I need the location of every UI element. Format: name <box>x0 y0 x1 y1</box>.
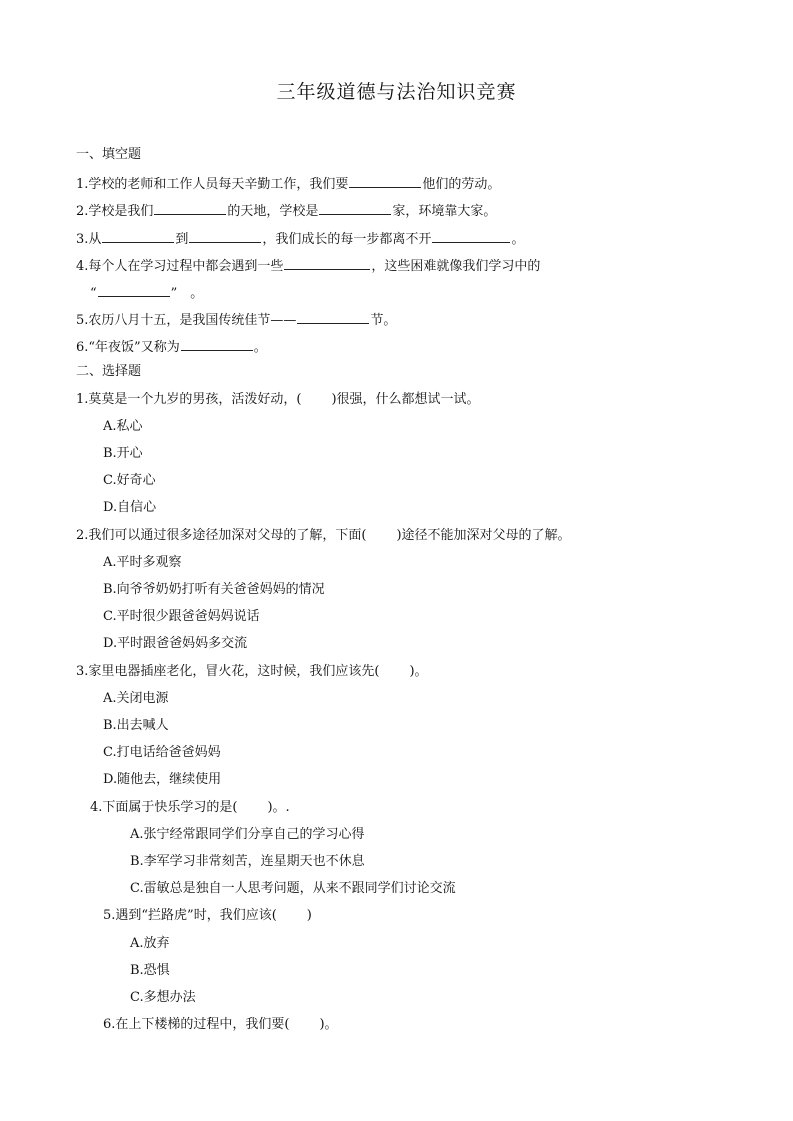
choice-question-4 <box>90 800 290 816</box>
question-text: ，这些困难就像我们学习中的 <box>371 259 541 274</box>
choice-question-1 <box>76 392 480 408</box>
question-text: 1.莫莫是一个九岁的男孩，活泼好动，( <box>76 392 302 407</box>
answer-blank[interactable] <box>319 201 391 215</box>
choice-option[interactable]: A.平时多观察 <box>103 555 182 570</box>
question-text: ” 。 <box>170 286 204 301</box>
fill-question-2 <box>76 201 496 220</box>
choice-question-3 <box>76 664 428 680</box>
answer-blank[interactable] <box>432 229 510 243</box>
question-text: 到 <box>175 232 189 247</box>
question-text: 1.学校的老师和工作人员每天辛勤工作，我们要 <box>76 177 349 192</box>
choice-option[interactable]: B.李军学习非常刻苦，连星期天也不休息 <box>130 854 365 869</box>
choice-option[interactable]: A.关闭电源 <box>103 691 169 706</box>
choice-option[interactable]: D.平时跟爸爸妈妈多交流 <box>103 636 248 651</box>
fill-question-5 <box>76 310 396 329</box>
answer-blank[interactable] <box>98 283 170 297</box>
question-text: 他们的劳动。 <box>422 177 501 192</box>
question-text: 2.我们可以通过很多途径加深对父母的了解，下面( <box>76 528 367 543</box>
question-text: 6.在上下楼梯的过程中，我们要( <box>103 1017 290 1032</box>
fill-question-4 <box>76 256 540 275</box>
question-text: 家，环境靠大家。 <box>392 204 497 219</box>
question-text: 3.从 <box>76 232 102 247</box>
choice-option[interactable]: C.打电话给爸爸妈妈 <box>103 745 221 760</box>
question-text: 2.学校是我们 <box>76 204 154 219</box>
choice-option[interactable]: A.私心 <box>103 419 143 434</box>
question-text: 的天地，学校是 <box>227 204 319 219</box>
answer-blank[interactable] <box>154 201 226 215</box>
choice-option[interactable]: B.恐惧 <box>130 963 170 978</box>
choice-option[interactable]: B.出去喊人 <box>103 718 169 733</box>
choice-question-6 <box>103 1017 338 1033</box>
question-text: 4.每个人在学习过程中都会遇到一些 <box>76 259 284 274</box>
choice-option[interactable]: D.自信心 <box>103 500 157 515</box>
choice-option[interactable]: B.开心 <box>103 446 143 461</box>
answer-blank[interactable] <box>181 337 253 351</box>
choice-option[interactable]: C.多想办法 <box>130 990 196 1005</box>
fill-question-3 <box>76 229 524 248</box>
answer-blank[interactable] <box>297 310 369 324</box>
answer-blank[interactable] <box>349 174 421 188</box>
question-text: 节。 <box>370 313 397 328</box>
choice-option[interactable]: A.放弃 <box>130 936 170 951</box>
question-text: 3.家里电器插座老化，冒火花，这时候，我们应该先( <box>76 664 380 679</box>
question-text: 5.农历八月十五，是我国传统佳节—— <box>76 313 297 328</box>
choice-option[interactable]: C.平时很少跟爸爸妈妈说话 <box>103 609 260 624</box>
fill-question-1 <box>76 174 500 193</box>
choice-option[interactable]: D.随他去，继续使用 <box>103 772 222 787</box>
choice-option[interactable]: C.雷敏总是独自一人思考问题，从来不跟同学们讨论交流 <box>130 881 456 896</box>
section-heading-fill: 一、填空题 <box>76 147 142 162</box>
question-text: ) <box>306 908 312 923</box>
answer-blank[interactable] <box>102 229 174 243</box>
question-text: )。 <box>319 1017 338 1032</box>
question-text: 。 <box>253 340 267 355</box>
choice-option[interactable]: C.好奇心 <box>103 473 156 488</box>
question-text: )。 <box>409 664 428 679</box>
question-text: )。. <box>267 800 290 815</box>
question-text: )途径不能加深对父母的了解。 <box>396 528 571 543</box>
section-heading-choice: 二、选择题 <box>76 364 142 379</box>
choice-question-5 <box>103 908 312 924</box>
fill-question-6 <box>76 337 267 356</box>
question-text: 。 <box>511 232 525 247</box>
question-text: 6.“年夜饭”又称为 <box>76 340 180 355</box>
fill-question-4-continued <box>90 283 203 302</box>
answer-blank[interactable] <box>284 256 370 270</box>
question-text: ，我们成长的每一步都离不开 <box>262 232 432 247</box>
question-text: )很强，什么都想试一试。 <box>331 392 480 407</box>
choice-question-2 <box>76 528 571 544</box>
choice-option[interactable]: B.向爷爷奶奶打听有关爸爸妈妈的情况 <box>103 582 325 597</box>
question-text: “ <box>90 286 97 301</box>
answer-blank[interactable] <box>189 229 261 243</box>
document-title: 三年级道德与法治知识竞赛 <box>276 81 517 103</box>
question-text: 4.下面属于快乐学习的是( <box>90 800 238 815</box>
choice-option[interactable]: A.张宁经常跟同学们分享自己的学习心得 <box>130 827 365 842</box>
question-text: 5.遇到“拦路虎”时，我们应该( <box>103 908 277 923</box>
